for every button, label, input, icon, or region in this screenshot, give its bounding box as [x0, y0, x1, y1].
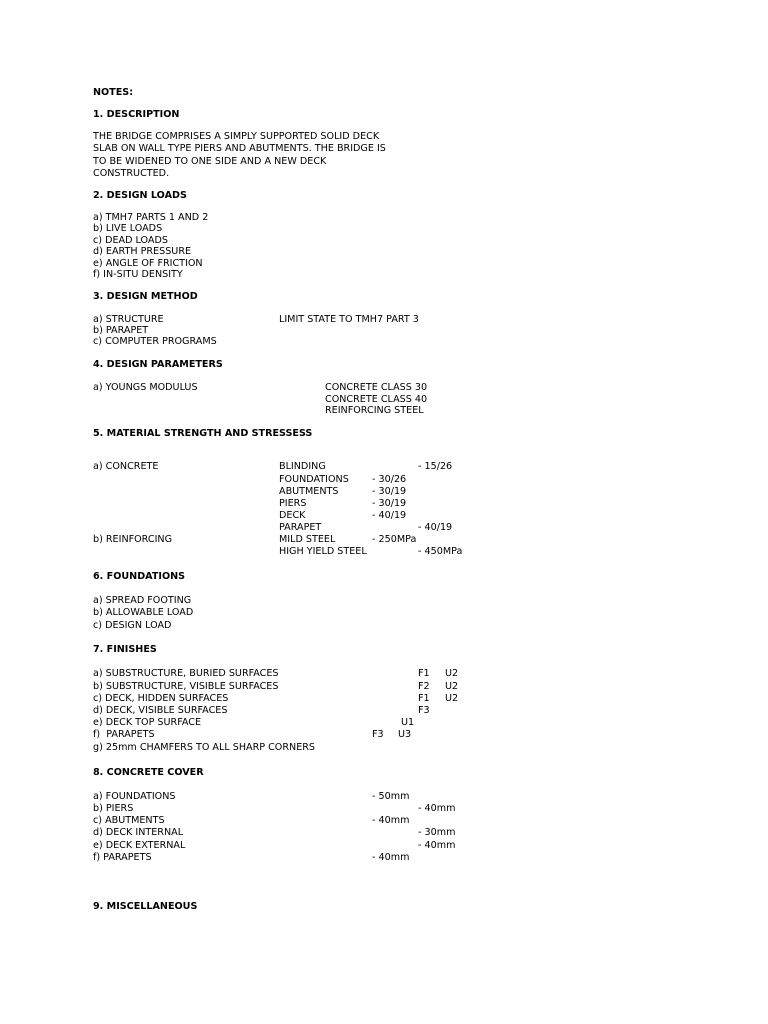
design-load-item: d) EARTH PRESSURE: [93, 246, 192, 257]
material-name: BLINDING: [279, 461, 326, 472]
description-line: CONSTRUCTED.: [93, 168, 170, 179]
material-name: DECK: [279, 510, 306, 521]
material-name: FOUNDATIONS: [279, 474, 349, 485]
material-name: PARAPET: [279, 522, 322, 533]
section-heading-design-parameters: 4. DESIGN PARAMETERS: [93, 359, 223, 370]
finish-u-class: U2: [445, 668, 459, 679]
material-name: MILD STEEL: [279, 534, 336, 545]
finish-u-class: U1: [401, 717, 415, 728]
finish-f-class: F3: [418, 705, 430, 716]
design-load-item: a) TMH7 PARTS 1 AND 2: [93, 212, 209, 223]
design-parameter-value: CONCRETE CLASS 40: [325, 394, 428, 405]
cover-value: - 40mm: [418, 840, 456, 851]
section-heading-concrete-cover: 8. CONCRETE COVER: [93, 767, 204, 778]
finish-u-class: U2: [445, 681, 459, 692]
cover-label: d) DECK INTERNAL: [93, 827, 184, 838]
design-method-structure-value: LIMIT STATE TO TMH7 PART 3: [279, 314, 419, 325]
material-value: - 30/26: [372, 474, 407, 485]
material-name: ABUTMENTS: [279, 486, 339, 497]
section-heading-miscellaneous: 9. MISCELLANEOUS: [93, 901, 198, 912]
design-load-item: e) ANGLE OF FRICTION: [93, 258, 203, 269]
material-value: - 250MPa: [372, 534, 417, 545]
cover-label: e) DECK EXTERNAL: [93, 840, 186, 851]
foundation-item: b) ALLOWABLE LOAD: [93, 607, 194, 618]
design-parameter-value: REINFORCING STEEL: [325, 405, 424, 416]
finish-label: c) DECK, HIDDEN SURFACES: [93, 693, 229, 704]
material-name: PIERS: [279, 498, 307, 509]
description-line: THE BRIDGE COMPRISES A SIMPLY SUPPORTED SOLID DECK: [93, 131, 380, 142]
section-heading-design-method: 3. DESIGN METHOD: [93, 291, 198, 302]
finish-label: e) DECK TOP SURFACE: [93, 717, 201, 728]
design-method-item: a) STRUCTURE: [93, 314, 164, 325]
cover-label: c) ABUTMENTS: [93, 815, 165, 826]
cover-value: - 30mm: [418, 827, 456, 838]
material-name: HIGH YIELD STEEL: [279, 546, 367, 557]
finish-label: f) PARAPETS: [93, 729, 155, 740]
section-heading-design-loads: 2. DESIGN LOADS: [93, 190, 187, 201]
design-method-item: b) PARAPET: [93, 325, 149, 336]
finish-u-class: U2: [445, 693, 459, 704]
material-value: - 30/19: [372, 486, 407, 497]
cover-value: - 50mm: [372, 791, 410, 802]
cover-label: a) FOUNDATIONS: [93, 791, 176, 802]
material-reinforcing-label: b) REINFORCING: [93, 534, 173, 545]
finish-label: b) SUBSTRUCTURE, VISIBLE SURFACES: [93, 681, 279, 692]
finish-f-class: F3: [372, 729, 384, 740]
finish-f-class: F2: [418, 681, 430, 692]
material-value: - 15/26: [418, 461, 453, 472]
cover-value: - 40mm: [372, 815, 410, 826]
cover-label: b) PIERS: [93, 803, 134, 814]
design-method-item: c) COMPUTER PROGRAMS: [93, 336, 217, 347]
finish-label: d) DECK, VISIBLE SURFACES: [93, 705, 228, 716]
material-value: - 30/19: [372, 498, 407, 509]
material-value: - 450MPa: [418, 546, 463, 557]
cover-value: - 40mm: [418, 803, 456, 814]
design-load-item: b) LIVE LOADS: [93, 223, 163, 234]
cover-label: f) PARAPETS: [93, 852, 152, 863]
finish-f-class: F1: [418, 693, 430, 704]
section-heading-foundations: 6. FOUNDATIONS: [93, 571, 186, 582]
finish-label: g) 25mm CHAMFERS TO ALL SHARP CORNERS: [93, 742, 316, 753]
foundation-item: a) SPREAD FOOTING: [93, 595, 192, 606]
section-heading-finishes: 7. FINISHES: [93, 644, 157, 655]
design-parameter-value: CONCRETE CLASS 30: [325, 382, 428, 393]
section-heading-description: 1. DESCRIPTION: [93, 109, 180, 120]
design-load-item: c) DEAD LOADS: [93, 235, 168, 246]
finish-label: a) SUBSTRUCTURE, BURIED SURFACES: [93, 668, 279, 679]
design-parameter-item: a) YOUNGS MODULUS: [93, 382, 198, 393]
notes-title: NOTES:: [93, 87, 134, 98]
description-line: TO BE WIDENED TO ONE SIDE AND A NEW DECK: [93, 156, 327, 167]
material-value: - 40/19: [372, 510, 407, 521]
material-concrete-label: a) CONCRETE: [93, 461, 159, 472]
description-line: SLAB ON WALL TYPE PIERS AND ABUTMENTS. THE BRIDGE IS: [93, 143, 386, 154]
cover-value: - 40mm: [372, 852, 410, 863]
material-value: - 40/19: [418, 522, 453, 533]
design-load-item: f) IN-SITU DENSITY: [93, 269, 183, 280]
section-heading-material-strength: 5. MATERIAL STRENGTH AND STRESSESS: [93, 428, 313, 439]
foundation-item: c) DESIGN LOAD: [93, 620, 172, 631]
finish-f-class: F1: [418, 668, 430, 679]
finish-u-class: U3: [398, 729, 412, 740]
